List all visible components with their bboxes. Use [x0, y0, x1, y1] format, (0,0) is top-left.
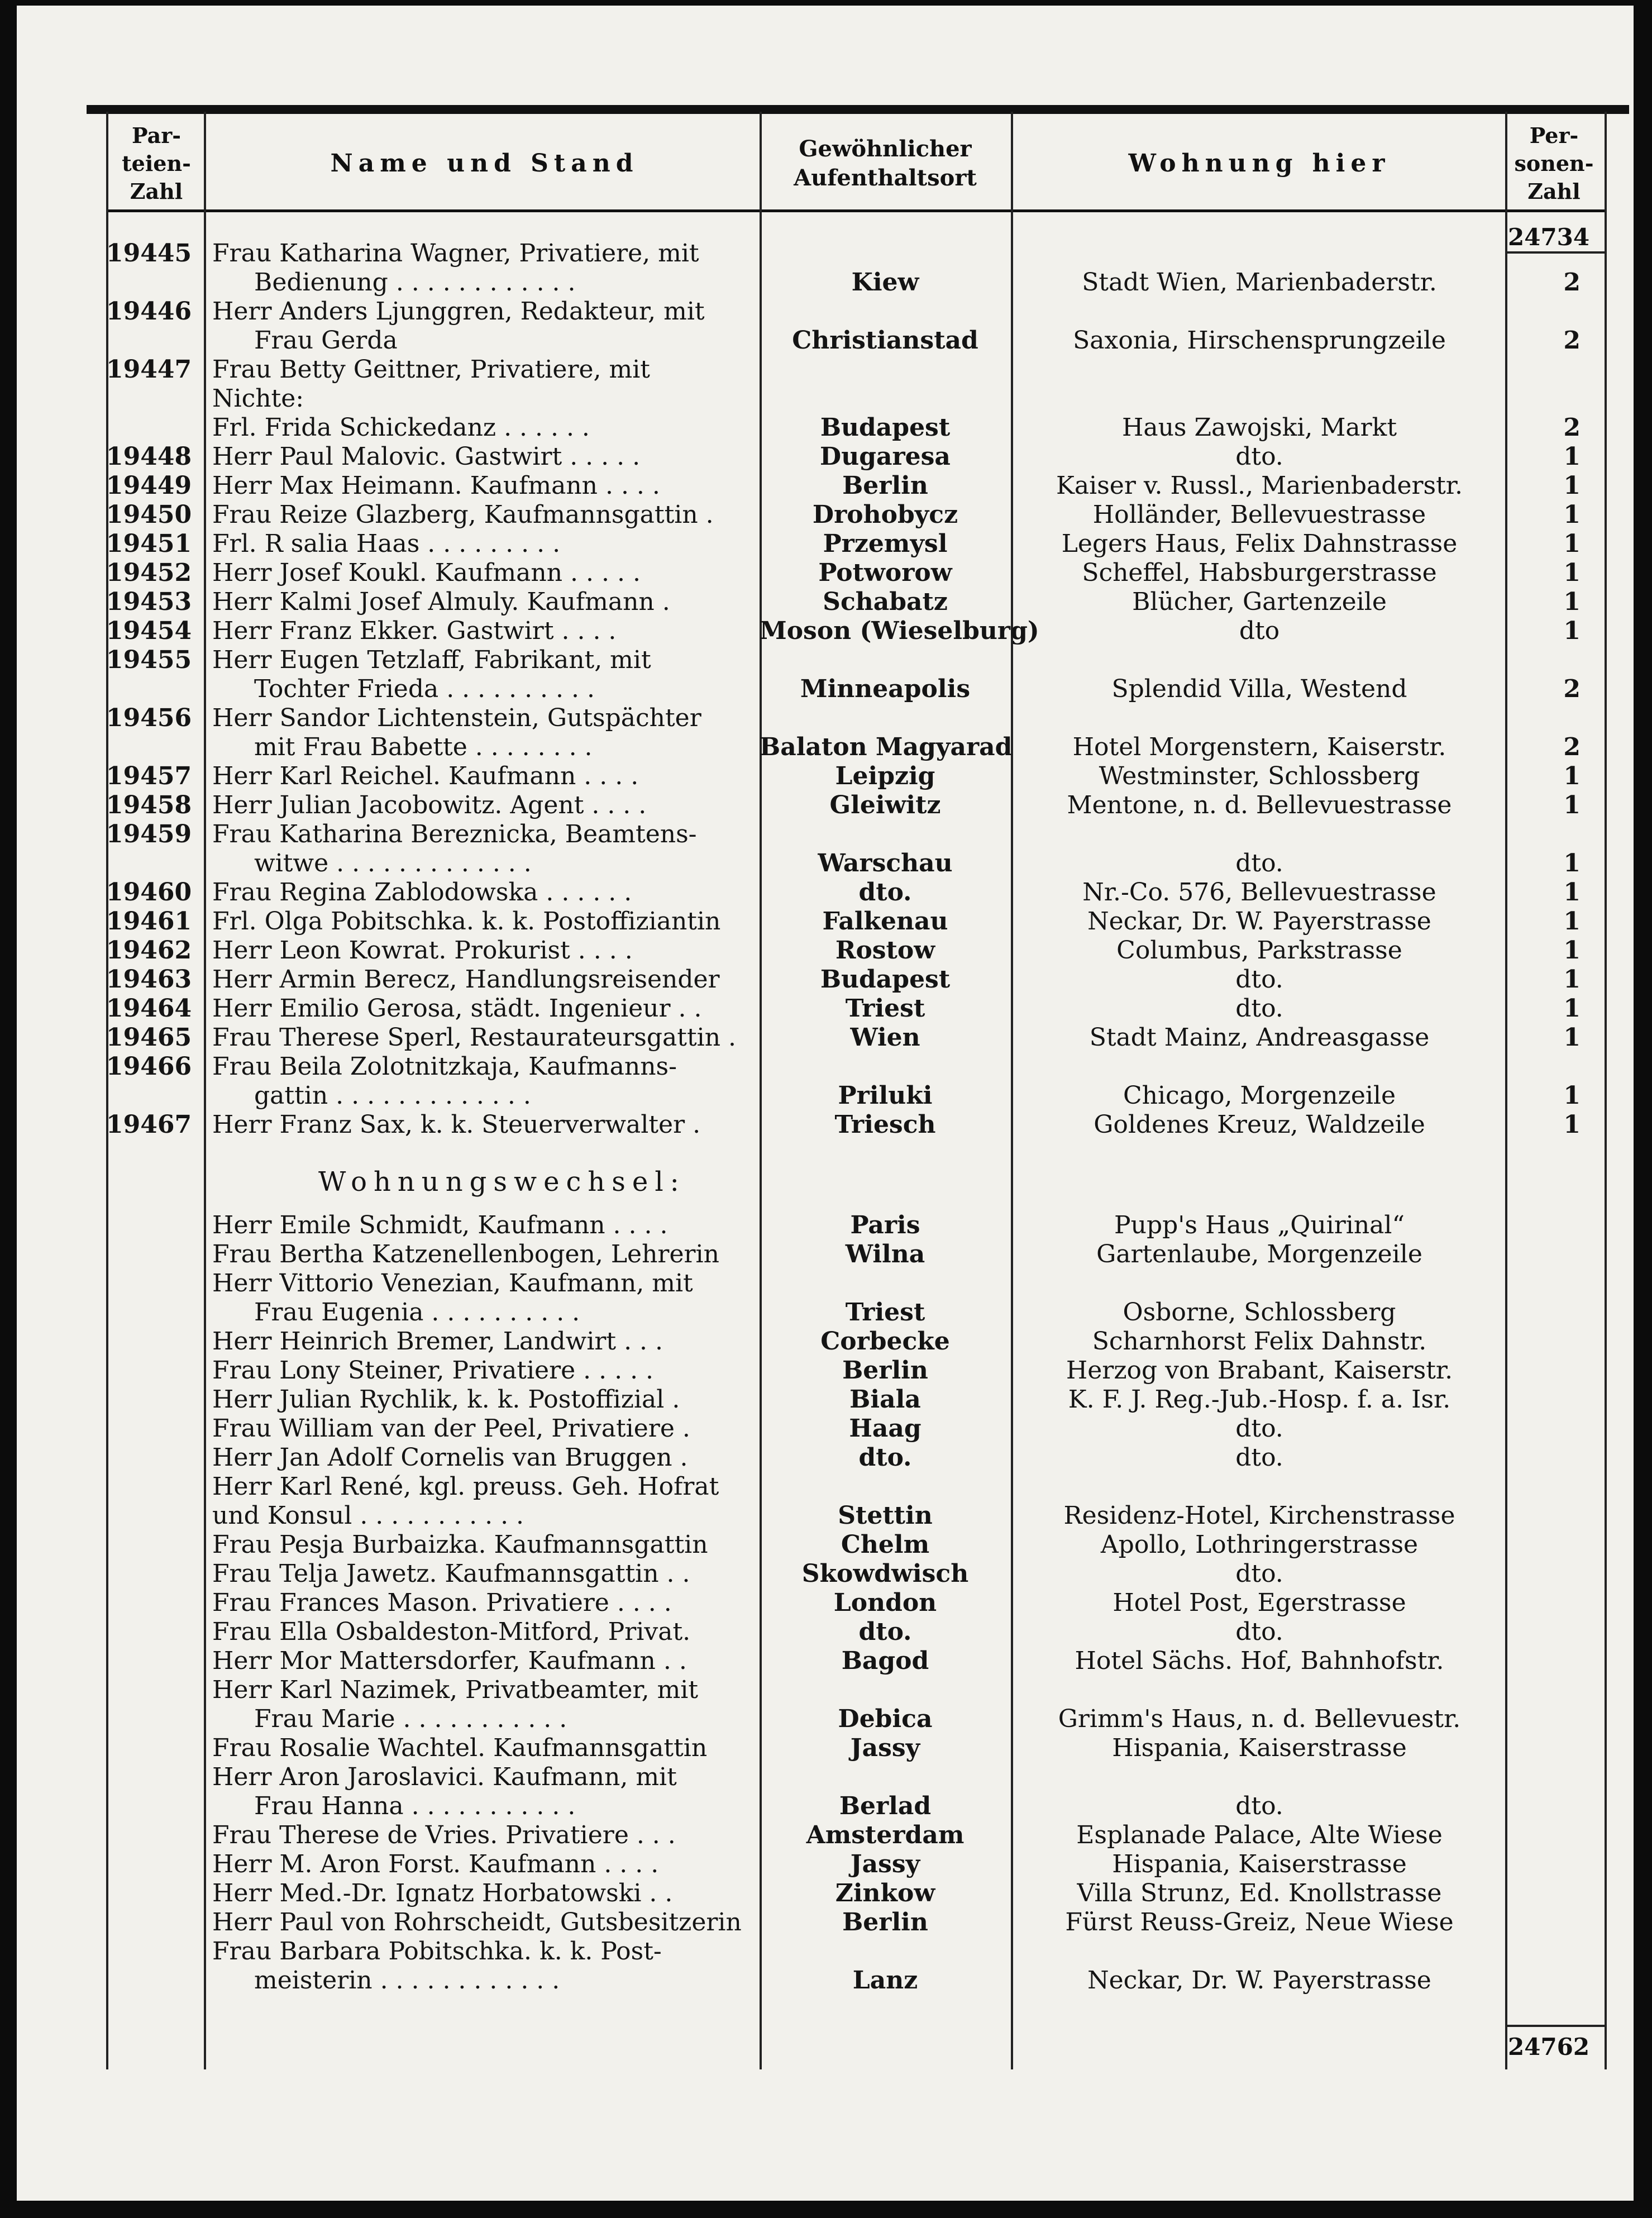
usual-residence: Wilna: [845, 1240, 925, 1268]
header-rule: [107, 209, 1605, 212]
person-count: 1: [1563, 471, 1581, 500]
table-row: [17, 1937, 1634, 1966]
local-address: dto.: [1235, 1618, 1283, 1646]
usual-residence: Corbecke: [820, 1327, 950, 1356]
local-address: Apollo, Lothringerstrasse: [1100, 1530, 1419, 1559]
usual-residence: Debica: [838, 1705, 933, 1733]
name-and-status: Frau Ella Osbaldeston-Mitford, Privat.: [212, 1618, 691, 1646]
usual-residence: Falkenau: [822, 907, 948, 936]
table-row: [17, 965, 1634, 994]
usual-residence: Berlin: [842, 471, 928, 500]
header-local-address: Wohnung hier: [1128, 149, 1391, 178]
local-address: Kaiser v. Russl., Marienbaderstr.: [1056, 471, 1463, 500]
table-row: [17, 1472, 1634, 1501]
person-count: 1: [1563, 500, 1581, 529]
name-and-status: Herr Leon Kowrat. Prokurist . . . .: [212, 936, 633, 965]
local-address: Hispania, Kaiserstrasse: [1112, 1850, 1407, 1878]
usual-residence: London: [833, 1589, 937, 1617]
name-and-status: Herr Heinrich Bremer, Landwirt . . .: [212, 1327, 663, 1356]
local-address: Neckar, Dr. W. Payerstrasse: [1087, 1966, 1431, 1995]
usual-residence: Biala: [849, 1385, 921, 1414]
party-number: 19466: [106, 1052, 192, 1081]
table-row: [17, 500, 1634, 530]
table-row: [17, 268, 1634, 297]
table-row: [17, 1589, 1634, 1618]
usual-residence: Moson (Wieselburg): [760, 617, 1039, 645]
name-and-status: Frau Hanna . . . . . . . . . . .: [254, 1792, 576, 1820]
name-and-status: Herr Mor Mattersdorfer, Kaufmann . .: [212, 1647, 687, 1675]
usual-residence: Triest: [845, 1298, 925, 1327]
local-address: dto.: [1235, 1443, 1283, 1472]
name-and-status: Bedienung . . . . . . . . . . . .: [254, 268, 576, 297]
table-row: [17, 1647, 1634, 1676]
name-and-status: Herr Franz Ekker. Gastwirt . . . .: [212, 617, 617, 645]
table-row: [17, 1501, 1634, 1530]
party-number: 19458: [106, 791, 192, 819]
local-address: Holländer, Bellevuestrasse: [1092, 500, 1426, 529]
party-number: 19448: [106, 442, 192, 471]
table-row: [17, 1734, 1634, 1763]
name-and-status: Frau Reize Glazberg, Kaufmannsgattin .: [212, 500, 714, 529]
name-and-status: Frau Bertha Katzenellenbogen, Lehrerin: [212, 1240, 719, 1268]
party-number: 19461: [106, 907, 192, 936]
name-and-status: Frau Eugenia . . . . . . . . . .: [254, 1298, 580, 1327]
usual-residence: Leipzig: [835, 762, 935, 790]
name-and-status: Frau Therese Sperl, Restaurateursgattin .: [212, 1023, 737, 1052]
party-number: 19449: [106, 471, 192, 500]
name-and-status: Herr Med.-Dr. Ignatz Horbatowski . .: [212, 1879, 673, 1907]
person-count: 1: [1563, 1110, 1581, 1139]
table-row: [17, 1618, 1634, 1647]
local-address: dto.: [1235, 442, 1283, 471]
usual-residence: Priluki: [838, 1081, 933, 1110]
party-number: 19467: [106, 1110, 192, 1139]
table-row: [17, 994, 1634, 1023]
name-and-status: witwe . . . . . . . . . . . . .: [254, 849, 532, 877]
name-and-status: Herr Karl Reichel. Kaufmann . . . .: [212, 762, 639, 790]
party-number: 19451: [106, 530, 192, 558]
usual-residence: Kiew: [851, 268, 919, 297]
usual-residence: Triest: [845, 994, 925, 1023]
name-and-status: Herr M. Aron Forst. Kaufmann . . . .: [212, 1850, 659, 1878]
usual-residence: Rostow: [835, 936, 935, 965]
table-row: [17, 617, 1634, 646]
party-number: 19450: [106, 500, 192, 529]
name-and-status: Frau Pesja Burbaizka. Kaufmannsgattin: [212, 1530, 708, 1559]
local-address: dto.: [1235, 994, 1283, 1023]
name-and-status: Herr Aron Jaroslavici. Kaufmann, mit: [212, 1763, 677, 1791]
local-address: dto.: [1235, 965, 1283, 994]
name-and-status: Herr Armin Berecz, Handlungsreisender: [212, 965, 720, 994]
usual-residence: Triesch: [834, 1110, 936, 1139]
table-row: [17, 1269, 1634, 1298]
table-row: [17, 1966, 1634, 1995]
usual-residence: Berlin: [842, 1356, 928, 1385]
party-number: 19455: [106, 646, 192, 674]
table-row: [17, 1052, 1634, 1081]
local-address: dto.: [1235, 1559, 1283, 1588]
table-row: [17, 530, 1634, 559]
name-and-status: Herr Julian Jacobowitz. Agent . . . .: [212, 791, 647, 819]
name-and-status: Herr Jan Adolf Cornelis van Bruggen .: [212, 1443, 688, 1472]
table-row: [17, 1385, 1634, 1414]
table-row: [17, 588, 1634, 617]
table-row: [17, 820, 1634, 849]
person-count: 2: [1563, 268, 1581, 297]
name-and-status: und Konsul . . . . . . . . . . .: [212, 1501, 524, 1530]
table-row: [17, 1821, 1634, 1850]
local-address: Chicago, Morgenzeile: [1123, 1081, 1396, 1110]
usual-residence: Amsterdam: [806, 1821, 965, 1849]
name-and-status: gattin . . . . . . . . . . . . .: [254, 1081, 531, 1110]
local-address: dto: [1239, 617, 1280, 645]
party-number: 19459: [106, 820, 192, 848]
header-party-number: Par-teien-Zahl: [122, 122, 191, 204]
name-and-status: Herr Sandor Lichtenstein, Gutspächter: [212, 704, 701, 732]
local-address: K. F. J. Reg.-Jub.-Hosp. f. a. Isr.: [1068, 1385, 1451, 1414]
usual-residence: Stettin: [838, 1501, 933, 1530]
person-count: 1: [1563, 762, 1581, 790]
final-total: 24762: [1508, 2033, 1590, 2060]
local-address: Stadt Wien, Marienbaderstr.: [1082, 268, 1437, 297]
local-address: Esplanade Palace, Alte Wiese: [1076, 1821, 1443, 1849]
usual-residence: Berlin: [842, 1908, 928, 1936]
table-row: [17, 1705, 1634, 1734]
table-row: [17, 791, 1634, 820]
usual-residence: Jassy: [850, 1850, 920, 1878]
table-row: [17, 442, 1634, 471]
usual-residence: Bagod: [841, 1647, 929, 1675]
person-count: 2: [1563, 733, 1581, 761]
name-and-status: Frl. Frida Schickedanz . . . . . .: [212, 413, 590, 442]
usual-residence: dto.: [858, 878, 912, 907]
usual-residence: Christianstad: [792, 326, 978, 355]
table-row: [17, 1908, 1634, 1937]
person-count: 1: [1563, 617, 1581, 645]
usual-residence: Potworow: [818, 559, 952, 587]
local-address: Blücher, Gartenzeile: [1132, 588, 1387, 616]
header-usual-residence: Gewöhnlicher Aufenthaltsort: [794, 135, 977, 191]
usual-residence: Wien: [850, 1023, 920, 1052]
usual-residence: Schabatz: [823, 588, 948, 616]
local-address: Scheffel, Habsburgerstrasse: [1082, 559, 1437, 587]
local-address: Grimm's Haus, n. d. Bellevuestr.: [1058, 1705, 1461, 1733]
name-and-status: Tochter Frieda . . . . . . . . . .: [254, 675, 595, 703]
local-address: dto.: [1235, 849, 1283, 877]
party-number: 19452: [106, 559, 192, 587]
usual-residence: Budapest: [820, 965, 951, 994]
usual-residence: Przemysl: [823, 530, 948, 558]
table-row: [17, 907, 1634, 936]
person-count: 1: [1563, 530, 1581, 558]
person-count: 1: [1563, 442, 1581, 471]
person-count: 1: [1563, 1023, 1581, 1052]
name-and-status: Frl. Olga Pobitschka. k. k. Postoffiziantin: [212, 907, 721, 936]
local-address: Haus Zawojski, Markt: [1121, 413, 1397, 442]
name-and-status: Herr Emilio Gerosa, städt. Ingenieur . .: [212, 994, 702, 1023]
name-and-status: Frau Gerda: [254, 326, 398, 355]
party-number: 19457: [106, 762, 192, 790]
party-number: 19462: [106, 936, 192, 965]
table-row: [17, 559, 1634, 588]
name-and-status: Frau Marie . . . . . . . . . . .: [254, 1705, 567, 1733]
name-and-status: Frau Therese de Vries. Privatiere . . .: [212, 1821, 676, 1849]
usual-residence: Balaton Magyarad: [760, 733, 1013, 761]
usual-residence: Gleiwitz: [829, 791, 941, 819]
usual-residence: Zinkow: [835, 1879, 935, 1907]
party-number: 19446: [106, 297, 192, 326]
person-count: 2: [1563, 413, 1581, 442]
name-and-status: Herr Max Heimann. Kaufmann . . . .: [212, 471, 660, 500]
table-row: [17, 1110, 1634, 1139]
table-row: [17, 936, 1634, 965]
table-row: [17, 1356, 1634, 1385]
person-count: 1: [1563, 849, 1581, 877]
table-row: [17, 1763, 1634, 1792]
party-number: 19460: [106, 878, 192, 907]
local-address: Fürst Reuss-Greiz, Neue Wiese: [1065, 1908, 1454, 1936]
party-number: 19463: [106, 965, 192, 994]
document-page: [17, 6, 1634, 2201]
name-and-status: Frau Telja Jawetz. Kaufmannsgattin . .: [212, 1559, 690, 1588]
table-row: [17, 1414, 1634, 1443]
table-row: [17, 297, 1634, 326]
table-row: [17, 1298, 1634, 1327]
name-and-status: Frau William van der Peel, Privatiere .: [212, 1414, 690, 1443]
section-title: Wohnungswechsel:: [318, 1166, 686, 1198]
local-address: Herzog von Brabant, Kaiserstr.: [1066, 1356, 1453, 1385]
local-address: Columbus, Parkstrasse: [1116, 936, 1402, 965]
local-address: Pupp's Haus „Quirinal“: [1114, 1211, 1405, 1239]
name-and-status: Herr Paul von Rohrscheidt, Gutsbesitzerin: [212, 1908, 742, 1936]
local-address: dto.: [1235, 1792, 1283, 1820]
header-name-and-status: Name und Stand: [330, 149, 639, 178]
name-and-status: Frau Betty Geittner, Privatiere, mit: [212, 355, 650, 384]
local-address: Mentone, n. d. Bellevuestrasse: [1067, 791, 1452, 819]
local-address: Legers Haus, Felix Dahnstrasse: [1061, 530, 1458, 558]
name-and-status: Frau Katharina Bereznicka, Beamtens-: [212, 820, 697, 848]
local-address: Hispania, Kaiserstrasse: [1112, 1734, 1407, 1762]
person-count: 1: [1563, 878, 1581, 907]
person-count: 1: [1563, 1081, 1581, 1110]
table-row: [17, 471, 1634, 500]
table-row: [17, 1530, 1634, 1559]
name-and-status: Herr Paul Malovic. Gastwirt . . . . .: [212, 442, 641, 471]
name-and-status: Herr Eugen Tetzlaff, Fabrikant, mit: [212, 646, 651, 674]
name-and-status: Herr Kalmi Josef Almuly. Kaufmann .: [212, 588, 670, 616]
usual-residence: Jassy: [850, 1734, 920, 1762]
person-count: 1: [1563, 588, 1581, 616]
name-and-status: Frl. R salia Haas . . . . . . . . .: [212, 530, 561, 558]
party-number: 19456: [106, 704, 192, 732]
usual-residence: Drohobycz: [812, 500, 958, 529]
local-address: Neckar, Dr. W. Payerstrasse: [1087, 907, 1431, 936]
table-row: [17, 646, 1634, 675]
table-row: [17, 704, 1634, 733]
person-count: 2: [1563, 675, 1581, 703]
usual-residence: Dugaresa: [820, 442, 951, 471]
local-address: Osborne, Schlossberg: [1123, 1298, 1396, 1327]
name-and-status: Frau Frances Mason. Privatiere . . . .: [212, 1589, 672, 1617]
table-row: [17, 1879, 1634, 1908]
usual-residence: dto.: [858, 1443, 912, 1472]
person-count: 1: [1563, 791, 1581, 819]
local-address: Hotel Sächs. Hof, Bahnhofstr.: [1075, 1647, 1444, 1675]
name-and-status: Frau Katharina Wagner, Privatiere, mit: [212, 239, 699, 268]
table-row: [17, 1676, 1634, 1705]
local-address: Scharnhorst Felix Dahnstr.: [1092, 1327, 1427, 1356]
name-and-status: meisterin . . . . . . . . . . . .: [254, 1966, 560, 1995]
name-and-status: Frau Barbara Pobitschka. k. k. Post-: [212, 1937, 662, 1966]
carried-total: 24734: [1508, 223, 1590, 251]
name-and-status: Herr Anders Ljunggren, Redakteur, mit: [212, 297, 705, 326]
party-number: 19465: [106, 1023, 192, 1052]
name-and-status: Herr Franz Sax, k. k. Steuerverwalter .: [212, 1110, 701, 1139]
party-number: 19447: [106, 355, 192, 384]
total-rule: [1505, 2025, 1606, 2027]
person-count: 2: [1563, 326, 1581, 355]
table-row: [17, 1327, 1634, 1356]
name-and-status: Herr Josef Koukl. Kaufmann . . . . .: [212, 559, 641, 587]
name-and-status: Frau Regina Zablodowska . . . . . .: [212, 878, 632, 907]
table-row: [17, 355, 1634, 384]
usual-residence: Lanz: [852, 1966, 918, 1995]
local-address: Gartenlaube, Morgenzeile: [1096, 1240, 1422, 1268]
name-and-status: Frau Beila Zolotnitzkaja, Kaufmanns-: [212, 1052, 677, 1081]
person-count: 1: [1563, 559, 1581, 587]
name-and-status: Herr Vittorio Venezian, Kaufmann, mit: [212, 1269, 693, 1298]
table-row: [17, 733, 1634, 762]
name-and-status: Frau Lony Steiner, Privatiere . . . . .: [212, 1356, 654, 1385]
name-and-status: Herr Karl René, kgl. preuss. Geh. Hofrat: [212, 1472, 719, 1501]
table-row: [17, 1559, 1634, 1589]
table-row: [17, 1023, 1634, 1052]
table-row: [17, 239, 1634, 268]
name-and-status: Herr Karl Nazimek, Privatbeamter, mit: [212, 1676, 699, 1704]
table-row: [17, 1850, 1634, 1879]
person-count: 1: [1563, 994, 1581, 1023]
local-address: Goldenes Kreuz, Waldzeile: [1094, 1110, 1425, 1139]
usual-residence: Chelm: [841, 1530, 930, 1559]
party-number: 19454: [106, 617, 192, 645]
name-and-status: Herr Julian Rychlik, k. k. Postoffizial .: [212, 1385, 680, 1414]
table-row: [17, 675, 1634, 704]
table-row: [17, 326, 1634, 355]
local-address: dto.: [1235, 1414, 1283, 1443]
table-row: [17, 1240, 1634, 1269]
usual-residence: Skowdwisch: [801, 1559, 969, 1588]
usual-residence: Berlad: [839, 1792, 932, 1820]
top-rule: [87, 105, 1629, 114]
local-address: Residenz-Hotel, Kirchenstrasse: [1063, 1501, 1455, 1530]
usual-residence: Warschau: [818, 849, 953, 877]
table-row: [17, 413, 1634, 442]
table-row: [17, 878, 1634, 907]
header-person-count: Per-sonen-Zahl: [1514, 122, 1594, 204]
usual-residence: dto.: [858, 1618, 912, 1646]
usual-residence: Minneapolis: [800, 675, 971, 703]
name-and-status: mit Frau Babette . . . . . . . .: [254, 733, 593, 761]
person-count: 1: [1563, 907, 1581, 936]
party-number: 19464: [106, 994, 192, 1023]
table-row: [17, 1792, 1634, 1821]
local-address: Nr.-Co. 576, Bellevuestrasse: [1082, 878, 1436, 907]
name-and-status: Nichte:: [212, 384, 304, 413]
usual-residence: Paris: [850, 1211, 920, 1239]
table-row: [17, 384, 1634, 413]
usual-residence: Budapest: [820, 413, 951, 442]
local-address: Saxonia, Hirschensprungzeile: [1073, 326, 1446, 355]
table-row: [17, 1443, 1634, 1472]
local-address: Westminster, Schlossberg: [1099, 762, 1420, 790]
name-and-status: Frau Rosalie Wachtel. Kaufmannsgattin: [212, 1734, 708, 1762]
party-number: 19445: [106, 239, 192, 268]
local-address: Villa Strunz, Ed. Knollstrasse: [1077, 1879, 1442, 1907]
person-count: 1: [1563, 965, 1581, 994]
name-and-status: Herr Emile Schmidt, Kaufmann . . . .: [212, 1211, 668, 1239]
person-count: 1: [1563, 936, 1581, 965]
party-number: 19453: [106, 588, 192, 616]
local-address: Stadt Mainz, Andreasgasse: [1089, 1023, 1430, 1052]
usual-residence: Haag: [849, 1414, 922, 1443]
table-row: [17, 849, 1634, 878]
table-row: [17, 1211, 1634, 1240]
local-address: Hotel Morgenstern, Kaiserstr.: [1072, 733, 1446, 761]
local-address: Hotel Post, Egerstrasse: [1113, 1589, 1406, 1617]
table-row: [17, 762, 1634, 791]
local-address: Splendid Villa, Westend: [1111, 675, 1407, 703]
table-row: [17, 1081, 1634, 1110]
